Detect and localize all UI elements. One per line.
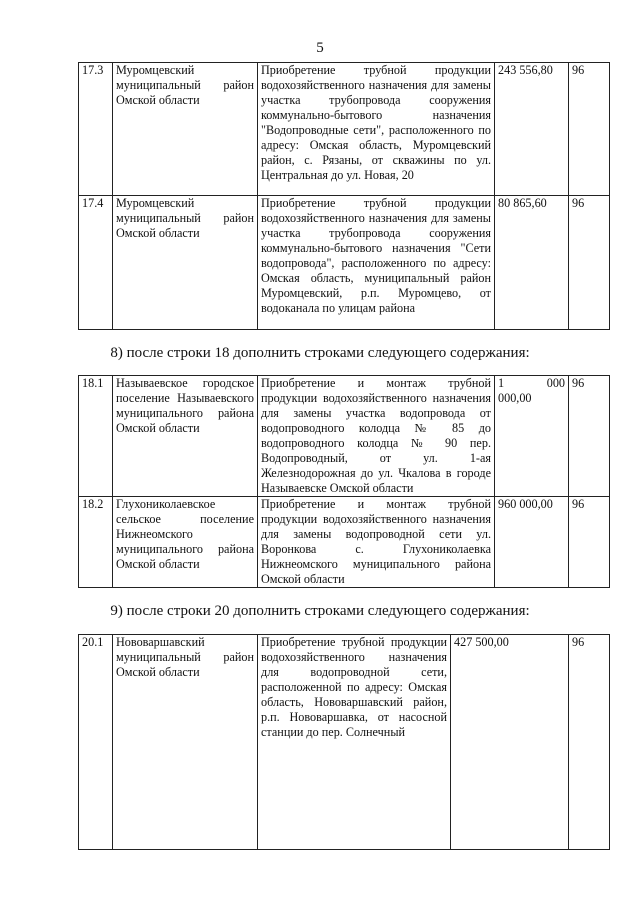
amount: 960 000,00 xyxy=(495,497,569,588)
recipient-name: Муромцевский муниципальный район Омской области xyxy=(113,63,258,196)
amount: 80 865,60 xyxy=(495,196,569,330)
code: 96 xyxy=(569,497,610,588)
page-number: 5 xyxy=(316,40,324,56)
purpose-description: Приобретение трубной продукции водохозяйственного назначения для водопроводной сети, расположенной по адресу: Омская область, Нововаршавский район, р.п. Нововаршавка, от насосной станции до пер. Солнечный xyxy=(258,635,451,850)
recipient-name: Муромцевский муниципальный район Омской области xyxy=(113,196,258,330)
code: 96 xyxy=(569,635,610,850)
purpose-description: Приобретение трубной продукции водохозяйственного назначения для замены участка трубопровода сооружения коммунально-бытового назначения "Водопроводные сети", расположенного по адресу: Омская область, Муромцевский район, с. Рязаны, от скважины по ул. Центральная до ул. Новая, 20 xyxy=(258,63,495,196)
purpose-description: Приобретение трубной продукции водохозяйственного назначения для замены участка трубопровода сооружения коммунально-бытового назначения "Сети водопровода", расположенного по адресу: Омская область, муниципальный район Муромцевский, р.п. Муромцево, от водоканала по улицам района xyxy=(258,196,495,330)
row-number: 17.3 xyxy=(79,63,113,196)
paragraph-8: 8) после строки 18 дополнить строками следующего содержания: xyxy=(110,345,530,361)
amount-part: 1 xyxy=(498,376,505,390)
row-number: 18.2 xyxy=(79,497,113,588)
row-number: 17.4 xyxy=(79,196,113,330)
amount: 427 500,00 xyxy=(451,635,569,850)
table-row xyxy=(79,497,610,588)
code: 96 xyxy=(569,376,610,497)
table-3 xyxy=(78,634,610,850)
amount-part: 000 xyxy=(546,376,565,390)
row-number: 18.1 xyxy=(79,376,113,497)
amount xyxy=(495,376,569,497)
table-row xyxy=(79,635,610,850)
table-row xyxy=(79,63,610,196)
purpose-description: Приобретение и монтаж трубной продукции водохозяйственного назначения для замены водопроводной сети ул. Воронкова с. Глухониколаевка Нижнеомского муниципального района Омской области xyxy=(258,497,495,588)
table-2 xyxy=(78,375,610,588)
amount: 243 556,80 xyxy=(495,63,569,196)
table-row xyxy=(79,196,610,330)
code: 96 xyxy=(569,196,610,330)
recipient-name: Нововаршавский муниципальный район Омской области xyxy=(113,635,258,850)
recipient-name: Называевское городское поселение Называевского муниципального района Омской области xyxy=(113,376,258,497)
purpose-description: Приобретение и монтаж трубной продукции водохозяйственного назначения для замены участка водопровода от водопроводного колодца № 85 до водопроводного колодца № 90 пер. Водопроводный, от ул. 1-ая Железнодорожная до ул. Чкалова в городе Называевске Омской области xyxy=(258,376,495,497)
table-1 xyxy=(78,62,610,330)
row-number: 20.1 xyxy=(79,635,113,850)
paragraph-9: 9) после строки 20 дополнить строками следующего содержания: xyxy=(110,603,530,619)
table-row xyxy=(79,376,610,497)
recipient-name: Глухониколаевское сельское поселение Нижнеомского муниципального района Омской области xyxy=(113,497,258,588)
code: 96 xyxy=(569,63,610,196)
amount-part: 000,00 xyxy=(498,391,532,405)
